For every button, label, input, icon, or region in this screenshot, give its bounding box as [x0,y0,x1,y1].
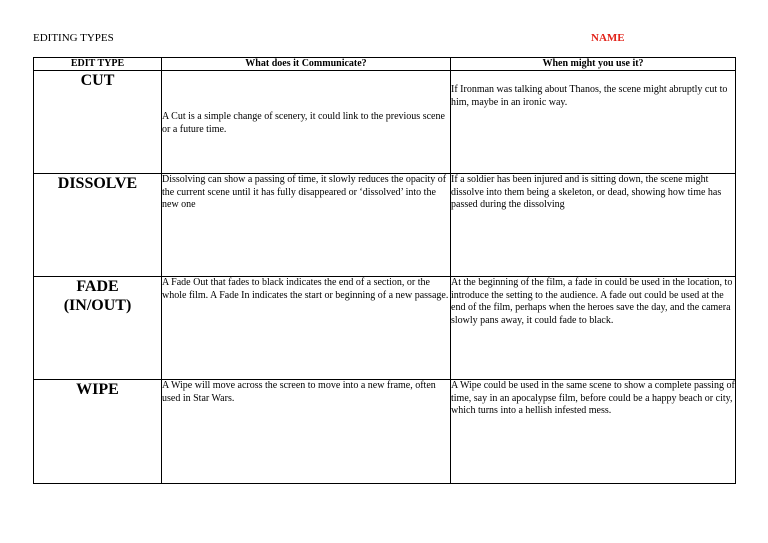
communicates-cell [162,380,451,484]
table-row [34,174,736,277]
communicates-text: A Wipe will move across the screen to move into a new frame, often used in Star Wars. [162,380,436,404]
edit-type-label: CUT [80,72,115,89]
when-cell [451,380,736,484]
communicates-text: A Cut is a simple change of scenery, it could link to the previous scene or a future time. [162,111,445,135]
table-header-row [34,58,736,71]
column-header-communicates: What does it Communicate? [162,58,451,71]
table-row [34,380,736,484]
communicates-cell [162,174,451,277]
communicates-cell [162,71,451,174]
editing-types-table [33,57,736,484]
edit-type-cell [34,71,162,174]
communicates-text: A Fade Out that fades to black indicates the end of a section, or the whole film. A Fade In indicates the start or beginning of a new passage. [162,277,449,301]
when-text: If Ironman was talking about Thanos, the scene might abruptly cut to him, maybe in an ironic way. [451,84,728,108]
table-row [34,71,736,174]
communicates-cell [162,277,451,380]
when-text: If a soldier has been injured and is sitting down, the scene might dissolve into them being a skeleton, or dead, showing how time has passed during the dissolving [451,174,722,210]
communicates-text: Dissolving can show a passing of time, it slowly reduces the opacity of the current scene until it has fully disappeared or ‘dissolved’ into the new one [162,174,447,210]
edit-type-cell [34,174,162,277]
document-title: EDITING TYPES [33,32,114,44]
column-header-when: When might you use it? [451,58,736,71]
edit-type-cell [34,277,162,380]
edit-type-label: FADE (IN/OUT) [63,278,132,314]
table-row [34,277,736,380]
column-header-edit-type: EDIT TYPE [34,58,162,71]
edit-type-cell [34,380,162,484]
name-label: NAME [591,32,625,44]
edit-type-label: DISSOLVE [57,175,138,192]
when-text: A Wipe could be used in the same scene to show a complete passing of time, say in an apocalypse film, before could be a happy beach or city, which turns into a hellish infested mess. [451,380,735,416]
when-cell [451,174,736,277]
when-cell [451,277,736,380]
when-text: At the beginning of the film, a fade in could be used in the location, to introduce the setting to the audience. A fade out could be used at the end of the film, perhaps when the heroes save the day, and the camera slowly pans away, it could fade to black. [451,277,733,326]
when-cell [451,71,736,174]
edit-type-label: WIPE [76,381,119,398]
